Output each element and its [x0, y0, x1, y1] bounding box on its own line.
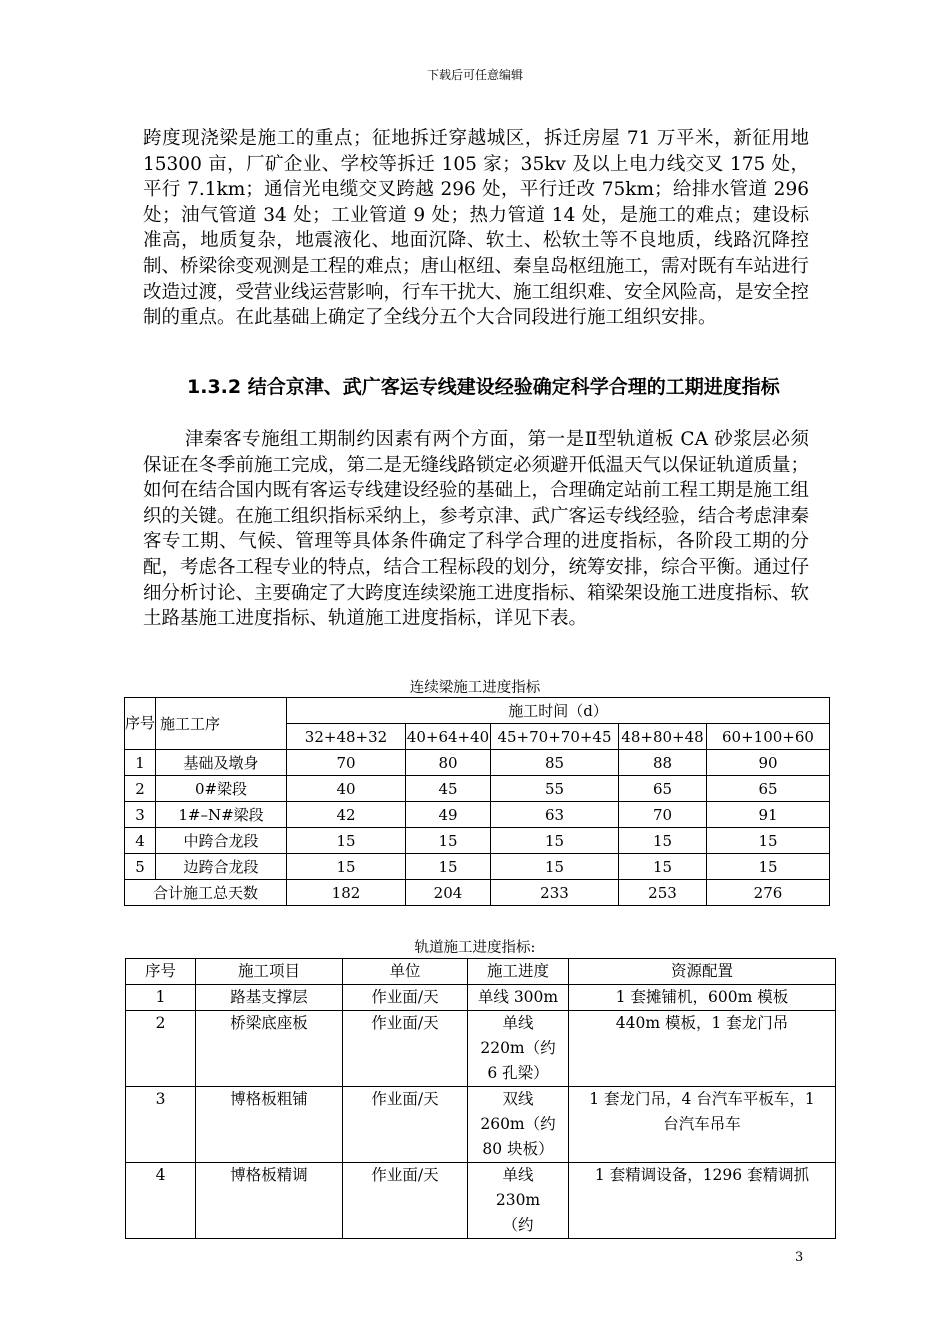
- table-cell: 15: [491, 828, 619, 854]
- table-cell: 作业面/天: [343, 1011, 468, 1087]
- table2-header-progress: 施工进度: [468, 959, 569, 985]
- table-cell: 单线 220m（约 6 孔梁）: [468, 1011, 569, 1087]
- paragraph-1: 跨度现浇梁是施工的重点；征地拆迁穿越城区，拆迁房屋 71 万平米，新征用地 15300 亩，厂矿企业、学校等拆迁 105 家；35kv 及以上电力线交叉 175 处，平行 7.1km；通信光电缆交叉跨越 296 处，平行迁改 75km；给排水管道 296 处；油气管道 34 处；工业管道 9 处；热力管道 14 处，是施工的难点；建设标准高，地质复杂，地震液化、地面沉降、软土、松软土等不良地质，线路沉降控制、桥梁徐变观测是工程的难点；唐山枢纽、秦皇岛枢纽施工，需对既有车站进行改造过渡，受营业线运营影响，行车干扰大、施工组织难、安全风险高，是安全控制的重点。在此基础上确定了全线分五个大合同段进行施工组织安排。: [143, 128, 810, 329]
- table1-total-label: 合计施工总天数: [125, 880, 287, 906]
- table-row: [126, 1011, 836, 1087]
- table-cell: 88: [619, 750, 707, 776]
- table-cell: 42: [287, 802, 406, 828]
- table-cell: 边跨合龙段: [156, 854, 287, 880]
- table-cell: 80: [406, 750, 491, 776]
- table-row: [125, 854, 830, 880]
- table-cell: 55: [491, 776, 619, 802]
- table-cell: 2: [125, 776, 156, 802]
- table-cell: 15: [491, 854, 619, 880]
- table1-header-time: 施工时间（d）: [287, 698, 830, 724]
- table-cell: 15: [707, 828, 830, 854]
- table-row: [126, 1087, 836, 1163]
- table-cell: 3: [126, 1087, 196, 1163]
- table-cell: 204: [406, 880, 491, 906]
- table-cell: 2: [126, 1011, 196, 1087]
- table-cell: 63: [491, 802, 619, 828]
- table-cell: 单线 300m: [468, 985, 569, 1011]
- page-header: 下载后可任意编辑: [426, 68, 523, 82]
- table-row: [126, 985, 836, 1011]
- table-cell: 233: [491, 880, 619, 906]
- table-cell: 1: [125, 750, 156, 776]
- table-cell: 15: [287, 854, 406, 880]
- table2-header-resources: 资源配置: [569, 959, 836, 985]
- table1-span-4: 48+80+48: [619, 724, 707, 750]
- table-cell: 作业面/天: [343, 985, 468, 1011]
- table1-span-2: 40+64+40: [406, 724, 491, 750]
- paragraph-2: 津秦客专施组工期制约因素有两个方面，第一是Ⅱ型轨道板 CA 砂浆层必须保证在冬季前施工完成，第二是无缝线路锁定必须避开低温天气以保证轨道质量；如何在结合国内既有客运专线建设经验的基础上，合理确定站前工程工期是施工组织的关键。在施工组织指标采纳上，参考京津、武广客运专线经验，结合考虑津秦客专工期、气候、管理等具体条件确定了科学合理的进度指标，各阶段工期的分配，考虑各工程专业的特点，结合工程标段的划分，统筹安排，综合平衡。通过仔细分析讨论、主要确定了大跨度连续梁施工进度指标、箱梁架设施工进度指标、软土路基施工进度指标、轨道施工进度指标，详见下表。: [143, 429, 810, 630]
- table-cell: 15: [619, 828, 707, 854]
- table-cell: 1 套摊铺机，600m 模板: [569, 985, 836, 1011]
- table-cell: 276: [707, 880, 830, 906]
- table-cell: 作业面/天: [343, 1087, 468, 1163]
- table1-span-5: 60+100+60: [707, 724, 830, 750]
- table-row: [125, 802, 830, 828]
- table-cell: 65: [619, 776, 707, 802]
- table-cell: 70: [619, 802, 707, 828]
- table-cell: 40: [287, 776, 406, 802]
- table-cell: 中跨合龙段: [156, 828, 287, 854]
- table-row: [125, 776, 830, 802]
- table-cell: 65: [707, 776, 830, 802]
- table1-caption: 连续梁施工进度指标: [409, 680, 541, 696]
- table-cell: 双线 260m（约 80 块板）: [468, 1087, 569, 1163]
- table-cell: 70: [287, 750, 406, 776]
- table-cell: 91: [707, 802, 830, 828]
- table-cell: 4: [125, 828, 156, 854]
- table-cell: 440m 模板，1 套龙门吊: [569, 1011, 836, 1087]
- table-row: [125, 828, 830, 854]
- table-cell: 15: [619, 854, 707, 880]
- table-row: [126, 1163, 836, 1239]
- table-cell: 1#–N#梁段: [156, 802, 287, 828]
- table2-header-seq: 序号: [126, 959, 196, 985]
- table-cell: 15: [406, 828, 491, 854]
- table-cell: 45: [406, 776, 491, 802]
- table-cell: 桥梁底座板: [196, 1011, 343, 1087]
- table-cell: 作业面/天: [343, 1163, 468, 1239]
- table-cell: 4: [126, 1163, 196, 1239]
- table1-header-process: 施工工序: [156, 698, 287, 750]
- table-cell: 博格板粗铺: [196, 1087, 343, 1163]
- table-cell: 1: [126, 985, 196, 1011]
- table-cell: 单线 230m（约: [468, 1163, 569, 1239]
- table-cell: 15: [707, 854, 830, 880]
- table-cell: 基础及墩身: [156, 750, 287, 776]
- table-cell: 3: [125, 802, 156, 828]
- table2-header-unit: 单位: [343, 959, 468, 985]
- table-cell: 0#梁段: [156, 776, 287, 802]
- table-cell: 253: [619, 880, 707, 906]
- table-row: [125, 750, 830, 776]
- table1-header-seq: 序号: [125, 698, 156, 750]
- table2-header-item: 施工项目: [196, 959, 343, 985]
- table-cell: 博格板精调: [196, 1163, 343, 1239]
- table-cell: 1 套精调设备，1296 套精调抓: [569, 1163, 836, 1239]
- table-cell: 15: [287, 828, 406, 854]
- section-heading: 1.3.2 结合京津、武广客运专线建设经验确定科学合理的工期进度指标: [187, 376, 780, 398]
- table-cell: 90: [707, 750, 830, 776]
- table2-caption: 轨道施工进度指标:: [414, 940, 536, 956]
- table-cell: 15: [406, 854, 491, 880]
- table-cell: 85: [491, 750, 619, 776]
- table1-span-3: 45+70+70+45: [491, 724, 619, 750]
- track-progress-table: [125, 958, 836, 1239]
- table-cell: 5: [125, 854, 156, 880]
- continuous-beam-table: [124, 697, 830, 906]
- table-cell: 1 套龙门吊，4 台汽车平板车，1 台汽车吊车: [569, 1087, 836, 1163]
- page-number: 3: [795, 1250, 804, 1265]
- table-cell: 49: [406, 802, 491, 828]
- table1-span-1: 32+48+32: [287, 724, 406, 750]
- table-cell: 182: [287, 880, 406, 906]
- table-row-total: [125, 880, 830, 906]
- table-cell: 路基支撑层: [196, 985, 343, 1011]
